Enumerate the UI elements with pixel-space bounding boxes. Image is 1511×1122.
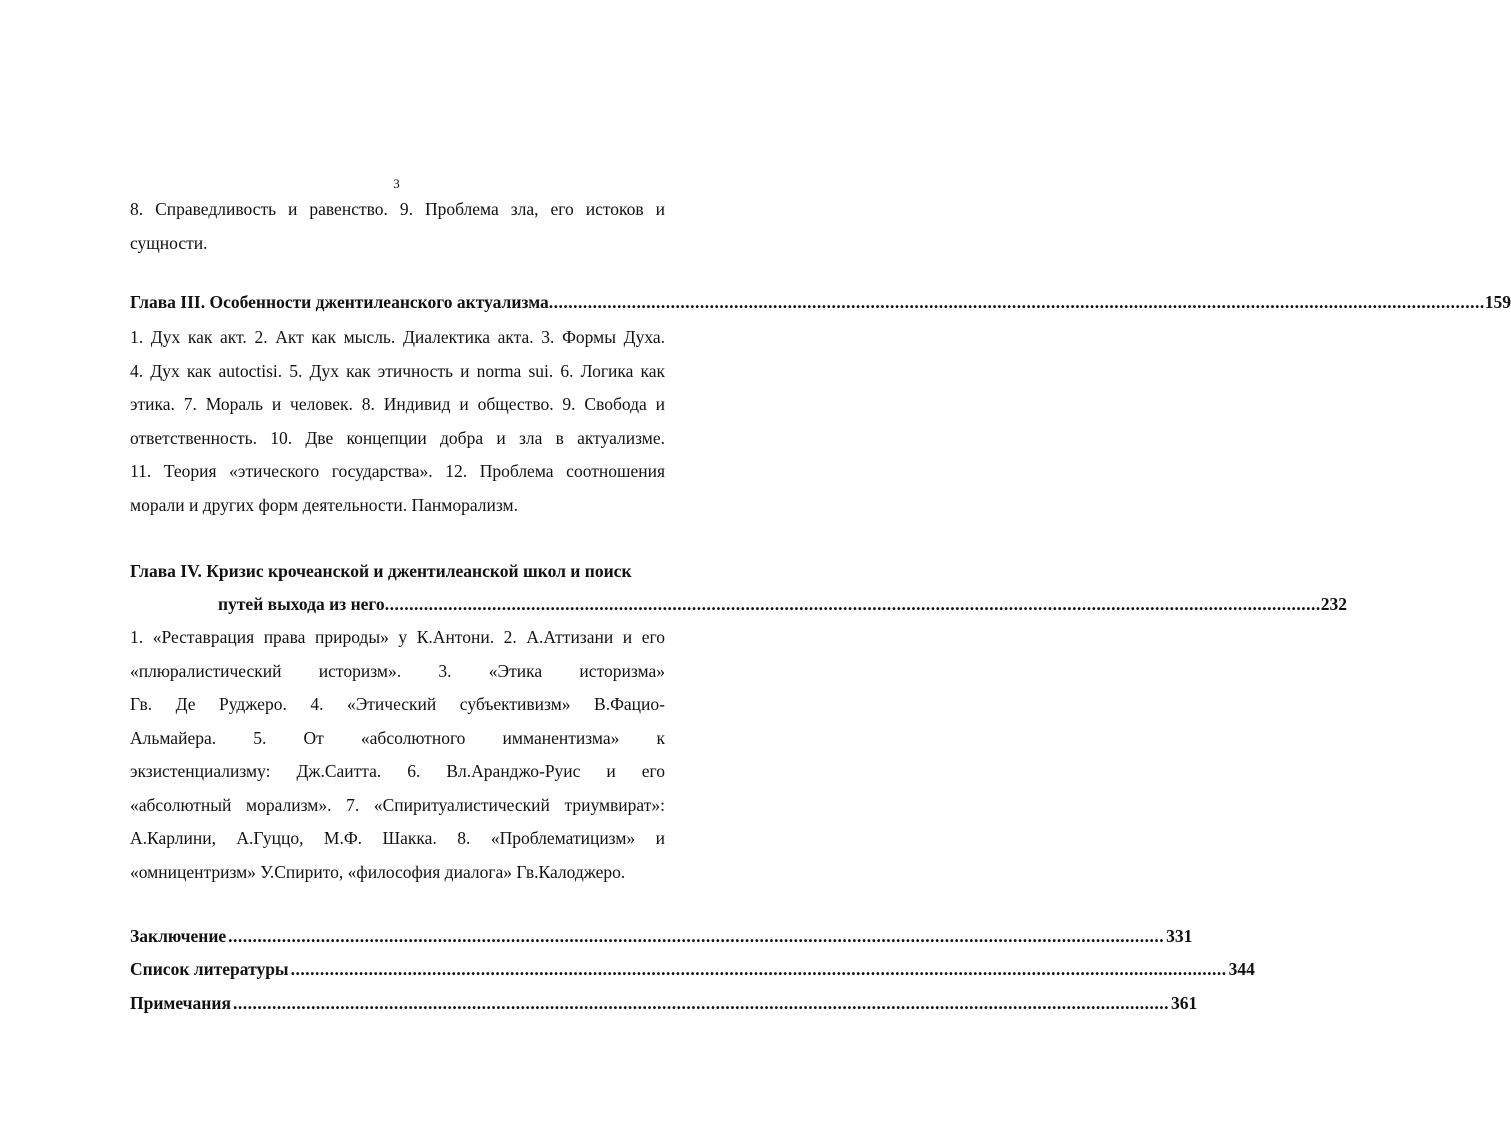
chapter-3-line: этика. 7. Мораль и человек. 8. Индивид и общество. 9. Свобода и — [130, 394, 665, 414]
literature-leader-dots — [291, 959, 1227, 980]
literature-page: 344 — [1228, 959, 1255, 979]
notes-page: 361 — [1170, 993, 1198, 1013]
conclusion-leader-dots — [228, 926, 1164, 947]
chapter-4-line: экзистенциализму: Дж.Саитта. 6. Вл.Аранджо-Руис и его — [130, 761, 665, 781]
toc-entry-literature — [130, 959, 1255, 980]
chapter-3-page: 159 — [1484, 292, 1511, 312]
chapter-3-line: 1. Дух как акт. 2. Акт как мысль. Диалектика акта. 3. Формы Духа. — [130, 327, 665, 347]
notes-label: Примечания — [130, 993, 231, 1013]
chapter-4-line: 1. «Реставрация права природы» у К.Антони. 2. А.Аттизани и его — [130, 627, 665, 647]
toc-entry-notes — [130, 993, 1198, 1014]
chapter-3-line: 11. Теория «этического государства». 12. Проблема соотношения — [130, 461, 665, 481]
chapter-4-line: «абсолютный морализм». 7. «Спиритуалистический триумвират»: — [130, 794, 665, 815]
chapter-4-line: Гв. Де Руджеро. 4. «Этический субъективизм» В.Фацио- — [130, 694, 665, 714]
chapter-4-leader-dots — [385, 594, 1321, 615]
toc-entry-conclusion — [130, 926, 1193, 947]
chapter-4-page: 232 — [1320, 594, 1347, 614]
chapter-3-line: ответственность. 10. Две концепции добра и зла в актуализме. — [130, 427, 665, 448]
chapter-4-line: «плюралистический историзм». 3. «Этика историзма» — [130, 660, 665, 681]
chapter-3-contents — [130, 321, 665, 522]
chapter-4-title-continued: путей выхода из него — [218, 594, 385, 614]
chapter-3-line: морали и других форм деятельности. Панморализм. — [130, 494, 518, 515]
conclusion-label: Заключение — [130, 926, 227, 946]
chapter-3-leader-dots — [549, 292, 1485, 313]
chapter-4-heading-line-2 — [218, 594, 1347, 615]
intro-paragraph — [130, 193, 665, 260]
chapter-4-line: «омницентризм» У.Спирито, «философия диалога» Гв.Калоджеро. — [130, 861, 626, 882]
chapter-4-contents — [130, 621, 665, 889]
chapter-3-title: Глава III. Особенности джентилеанского актуализма — [130, 292, 549, 312]
notes-leader-dots — [233, 993, 1169, 1014]
chapter-4-line: Альмайера. 5. От «абсолютного имманентизма» к — [130, 727, 665, 748]
chapter-4-heading-line-1: Глава IV. Кризис крочеанской и джентилеанской школ и поиск — [130, 561, 632, 581]
intro-line-2: сущности. — [130, 232, 208, 253]
chapter-3-heading — [130, 292, 1511, 313]
intro-line-1: 8. Справедливость и равенство. 9. Проблема зла, его истоков и — [130, 199, 665, 219]
literature-label: Список литературы — [130, 959, 289, 979]
chapter-4-line: А.Карлини, А.Гуццо, М.Ф. Шакка. 8. «Проблематицизм» и — [130, 828, 665, 848]
chapter-3-line: 4. Дух как autoctisi. 5. Дух как этичность и norma sui. 6. Логика как — [130, 360, 665, 381]
page-number: 3 — [393, 176, 400, 191]
conclusion-page: 331 — [1166, 926, 1193, 946]
